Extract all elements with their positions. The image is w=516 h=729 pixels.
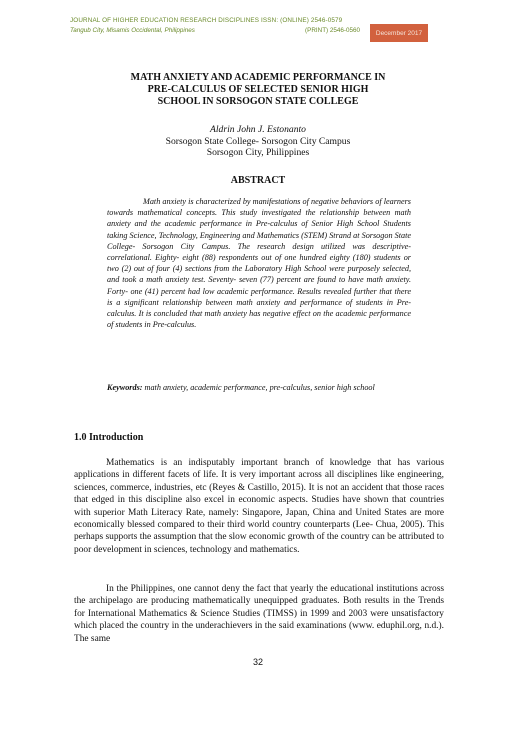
author-block bbox=[80, 124, 436, 159]
print-issn: (PRINT) 2546-0560 bbox=[305, 26, 360, 34]
section-heading: 1.0 Introduction bbox=[74, 432, 144, 443]
keywords-list: math anxiety, academic performance, pre-calculus, senior high school bbox=[144, 383, 375, 392]
page-number: 32 bbox=[252, 657, 263, 667]
abstract-text: Math anxiety is characterized by manifestations of negative behaviors of learners towards mathematical concepts. This study investigated the relationship between math anxiety and the academic performance in Pre-calculus of Senior High School Students taking Science, Technology, Engineering and Mathematics (STEM) Strand at Sorsogon State College- Sorsogon City Campus. The research design utilized was descriptive- correlational. Eighty- eight (88) respondents out of one hundred eighty (180) students or two (2) out of four (4) sections from the Laboratory High School were purposely selected, and took a math anxiety test. Seventy- seven (77) percent are found to have math anxiety. Forty- one (41) percent had low academic performance. Results revealed further that there is a significant relationship between math anxiety and performance of students in Pre- calculus. It is concluded that math anxiety has negative effect on the academic performance of students in Pre-calculus. bbox=[107, 197, 411, 330]
intro-paragraph-1: Mathematics is an indisputably important branch of knowledge that has various applications in different facets of life. It is very important across all disciplines like engineering, sciences, commerce, industries, etc (Reyes & Castillo, 2015). It is not an accident that those races that edged in this discipline also excel in economic aspects. Studies have shown that countries with superior Math Literacy Rate, namely: Singapore, Japan, China and United States are more economically blessed compared to their third world country counterparts (Lee- Chua, 2005). This perhaps supports the assumption that the slow economic growth of the country can be attributed to poor development in sciences, technology and mathematics. bbox=[74, 458, 444, 555]
paper-title bbox=[80, 72, 436, 108]
title-line: PRE-CALCULUS OF SELECTED SENIOR HIGH bbox=[147, 84, 369, 95]
affiliation: Sorsogon State College- Sorsogon City Campus bbox=[165, 135, 351, 147]
title-line: SCHOOL IN SORSOGON STATE COLLEGE bbox=[157, 96, 359, 107]
title-line: MATH ANXIETY AND ACADEMIC PERFORMANCE IN bbox=[130, 72, 386, 83]
journal-location-line bbox=[70, 26, 360, 36]
keywords bbox=[107, 382, 411, 393]
intro-paragraph-2: In the Philippines, one cannot deny the fact that yearly the educational institutions across the archipelago are producing mathematically unequipped graduates. Both results in the Trends for International Mathematics & Science Studies (TIMSS) in 1999 and 2003 were unsatisfactory which placed the country in the underachievers in the said examinations (www. eduphil.org, n.d.). The same bbox=[74, 584, 444, 644]
journal-name: JOURNAL OF HIGHER EDUCATION RESEARCH DISCIPLINES ISSN: (ONLINE) 2546-0579 bbox=[70, 17, 343, 24]
abstract-heading: ABSTRACT bbox=[230, 175, 286, 186]
author-name: Aldrin John J. Estonanto bbox=[210, 124, 306, 135]
issue-date-badge: December 2017 bbox=[370, 24, 428, 42]
affiliation-city: Sorsogon City, Philippines bbox=[206, 147, 310, 158]
journal-location: Tangub City, Misamis Occidental, Philippines bbox=[70, 26, 195, 34]
keywords-label: Keywords: bbox=[107, 383, 143, 392]
